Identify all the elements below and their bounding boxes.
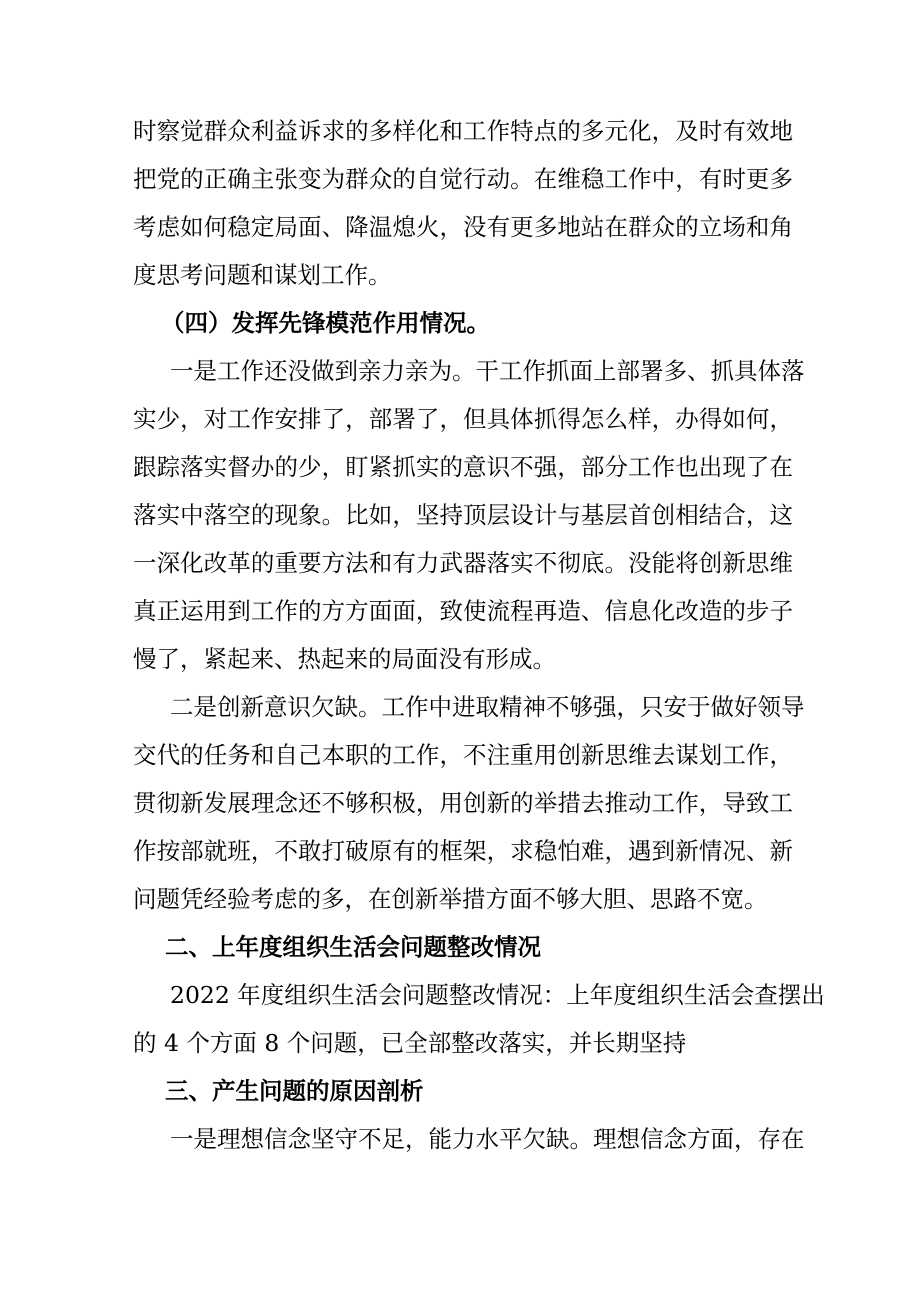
body-line: 把党的正确主张变为群众的自觉行动。在维稳工作中，有时更多 [133, 165, 793, 193]
body-line: 落实中落空的现象。比如，坚持顶层设计与基层首创相结合，这 [133, 501, 793, 529]
section-heading: 三、产生问题的原因剖析 [165, 1077, 424, 1105]
body-line: 的 4 个方面 8 个问题，已全部整改落实，并长期坚持 [133, 1029, 687, 1057]
paragraph-first-line: 2022 年度组织生活会问题整改情况：上年度组织生活会查摆出 [170, 981, 825, 1009]
body-line: 交代的任务和自己本职的工作，不注重用创新思维去谋划工作， [133, 741, 793, 769]
body-line: 慢了，紧起来、热起来的局面没有形成。 [133, 645, 556, 673]
body-line: 度思考问题和谋划工作。 [133, 261, 392, 289]
body-line: 贯彻新发展理念还不够积极，用创新的举措去推动工作，导致工 [133, 789, 793, 817]
section-heading: （四）发挥先锋模范作用情况。 [161, 309, 490, 337]
section-heading: 二、上年度组织生活会问题整改情况 [165, 933, 541, 961]
body-line: 实少，对工作安排了，部署了，但具体抓得怎么样，办得如何， [133, 405, 793, 433]
body-line: 作按部就班，不敢打破原有的框架，求稳怕难，遇到新情况、新 [133, 837, 793, 865]
paragraph-first-line: 一是工作还没做到亲力亲为。干工作抓面上部署多、抓具体落 [170, 357, 805, 385]
body-line: 跟踪落实督办的少，盯紧抓实的意识不强，部分工作也出现了在 [133, 453, 793, 481]
body-line: 问题凭经验考虑的多，在创新举措方面不够大胆、思路不宽。 [133, 885, 768, 913]
body-line: 一深化改革的重要方法和有力武器落实不彻底。没能将创新思维 [133, 549, 793, 577]
paragraph-first-line: 一是理想信念坚守不足，能力水平欠缺。理想信念方面，存在 [170, 1125, 805, 1153]
paragraph-first-line: 二是创新意识欠缺。工作中进取精神不够强，只安于做好领导 [170, 693, 805, 721]
body-line: 真正运用到工作的方方面面，致使流程再造、信息化改造的步子 [133, 597, 793, 625]
body-line: 考虑如何稳定局面、降温熄火，没有更多地站在群众的立场和角 [133, 213, 793, 241]
body-line: 时察觉群众利益诉求的多样化和工作特点的多元化，及时有效地 [133, 117, 793, 145]
